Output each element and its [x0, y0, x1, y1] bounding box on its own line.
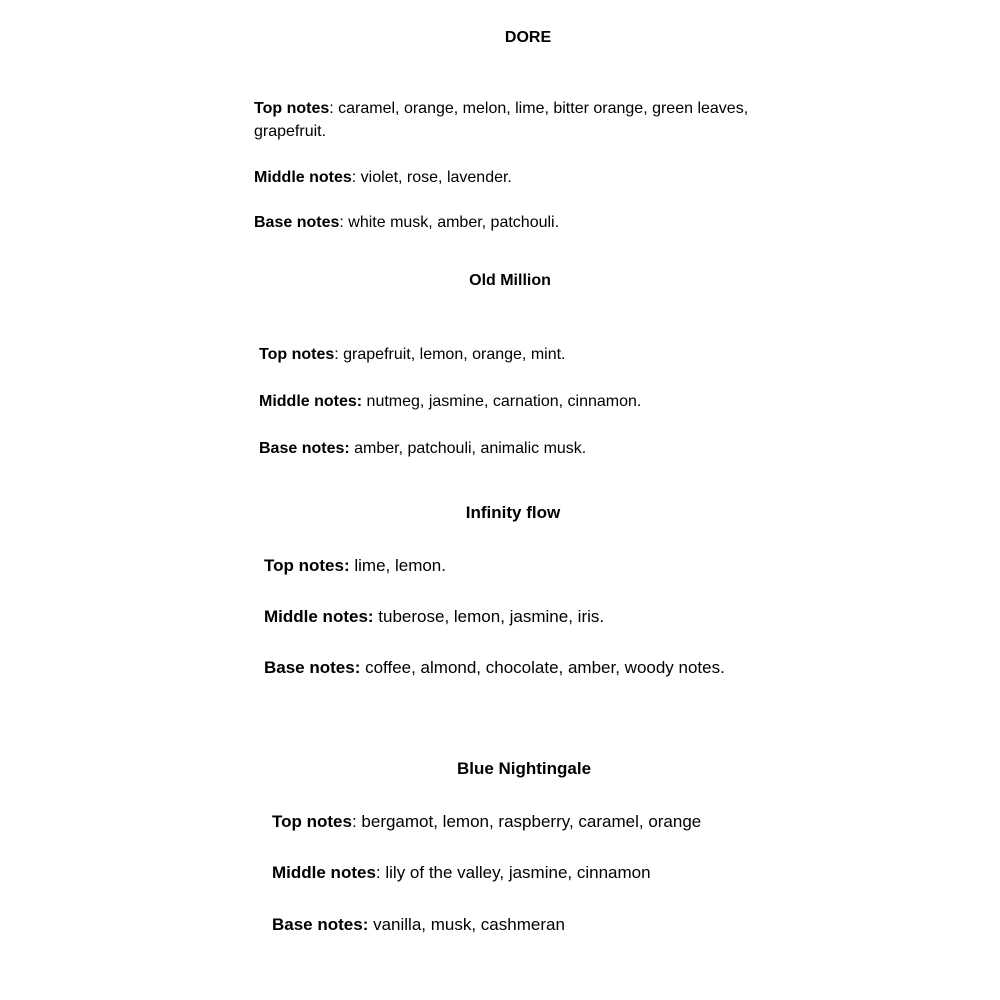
- top-notes-dore: Top notes: caramel, orange, melon, lime, bitter orange, green leaves, grapefruit.: [254, 100, 749, 140]
- middle-notes-old-million: Middle notes: nutmeg, jasmine, carnation, cinnamon.: [259, 393, 642, 410]
- base-notes-blue-nightingale: Base notes: vanilla, musk, cashmeran: [272, 915, 565, 934]
- middle-notes-dore: Middle notes: violet, rose, lavender.: [254, 169, 512, 186]
- perfume-title-dore: DORE: [504, 29, 552, 46]
- perfume-title-old-million: Old Million: [469, 272, 551, 289]
- base-notes-dore: Base notes: white musk, amber, patchouli.: [254, 214, 560, 231]
- base-notes-infinity-flow: Base notes: coffee, almond, chocolate, amber, woody notes.: [264, 658, 725, 677]
- perfume-title-infinity-flow: Infinity flow: [465, 503, 561, 522]
- top-notes-infinity-flow: Top notes: lime, lemon.: [264, 556, 446, 575]
- middle-notes-blue-nightingale: Middle notes: lily of the valley, jasmine, cinnamon: [272, 863, 651, 882]
- base-notes-old-million: Base notes: amber, patchouli, animalic musk.: [259, 440, 587, 457]
- perfume-title-blue-nightingale: Blue Nightingale: [456, 759, 592, 778]
- top-notes-old-million: Top notes: grapefruit, lemon, orange, mint.: [259, 346, 566, 363]
- top-notes-blue-nightingale: Top notes: bergamot, lemon, raspberry, caramel, orange: [272, 812, 702, 831]
- middle-notes-infinity-flow: Middle notes: tuberose, lemon, jasmine, iris.: [264, 607, 605, 626]
